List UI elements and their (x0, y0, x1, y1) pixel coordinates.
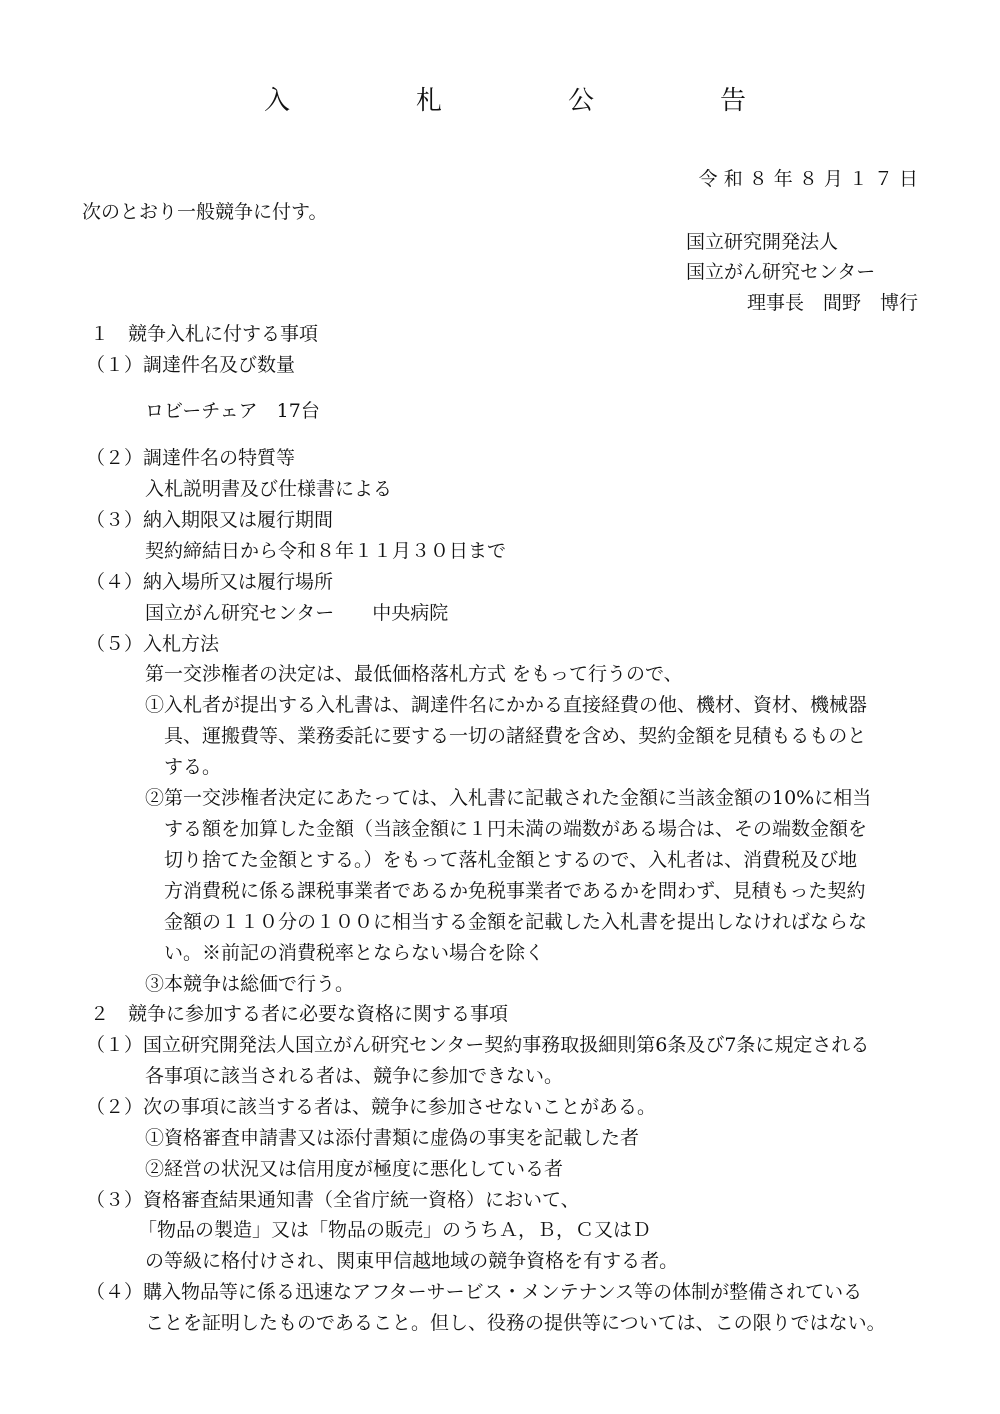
section1-item2-heading: （２）調達件名の特質等 (86, 447, 296, 469)
section1-item2-body: 入札説明書及び仕様書による (145, 478, 393, 500)
section1-heading: １ 競争入札に付する事項 (90, 323, 319, 345)
section1-item5-heading: （５）入札方法 (86, 633, 220, 655)
section2-item2-a: ①資格審査申請書又は添付書類に虚偽の事実を記載した者 (145, 1127, 640, 1149)
item5-point2-line: する額を加算した金額（当該金額に１円未満の端数がある場合は、その端数金額を (164, 818, 868, 840)
item5-point1-line: ①入札者が提出する入札書は、調達件名にかかる直接経費の他、機材、資材、機械器 (145, 694, 868, 716)
section1-item5-intro: 第一交渉権者の決定は、最低価格落札方式 をもって行うので、 (145, 663, 683, 685)
section2-heading: ２ 競争に参加する者に必要な資格に関する事項 (90, 1003, 509, 1025)
item5-point3: ③本競争は総価で行う。 (145, 973, 355, 995)
signatory: 理事長 間野 博行 (746, 292, 918, 314)
section1-item1-body: ロビーチェア 17台 (145, 400, 320, 422)
item5-point1-line: する。 (164, 756, 222, 778)
section2-item3-line: （３）資格審査結果通知書（全省庁統一資格）において、 (86, 1189, 580, 1211)
item5-point2-line: い。※前記の消費税率とならない場合を除く (164, 942, 545, 964)
item5-point1-line: 具、運搬費等、業務委託に要する一切の諸経費を含め、契約金額を見積もるものと (164, 725, 867, 747)
item5-point2-line: 切り捨てた金額とする。）をもって落札金額とするので、入札者は、消費税及び地 (164, 849, 858, 871)
section1-item1-heading: （１）調達件名及び数量 (86, 354, 296, 376)
page-title: 入 札 公 告 (263, 86, 796, 116)
org-line-1: 国立研究開発法人 (686, 231, 839, 253)
section2-item4-line: （４）購入物品等に係る迅速なアフターサービス・メンテナンス等の体制が整備されている (86, 1281, 863, 1303)
section1-item4-heading: （４）納入場所又は履行場所 (86, 571, 334, 593)
item5-point2-line: ②第一交渉権者決定にあたっては、入札書に記載された金額に当該金額の10%に相当 (145, 787, 872, 809)
section1-item3-heading: （３）納入期限又は履行期間 (86, 509, 334, 531)
item5-point2-line: 金額の１１０分の１００に相当する金額を記載した入札書を提出しなければならな (164, 911, 868, 933)
section2-item3-line: の等級に格付けされ、関東甲信越地域の競争資格を有する者。 (145, 1250, 679, 1272)
section2-item2-b: ②経営の状況又は信用度が極度に悪化している者 (145, 1158, 564, 1180)
intro-text: 次のとおり一般競争に付す。 (82, 201, 328, 223)
section2-item3-line: 「物品の製造」又は「物品の販売」のうちＡ，Ｂ，Ｃ又はＤ (138, 1219, 652, 1241)
org-line-2: 国立がん研究センター (686, 261, 876, 283)
section2-item1-line: 各事項に該当される者は、競争に参加できない。 (145, 1065, 564, 1087)
notice-date: 令 和 ８ 年 ８ 月 １ ７ 日 (698, 168, 918, 190)
item5-point2-line: 方消費税に係る課税事業者であるか免税事業者であるかを問わず、見積もった契約 (164, 880, 866, 902)
section2-item4-line: ことを証明したものであること。但し、役務の提供等については、この限りではない。 (145, 1312, 886, 1334)
section2-item1-line: （１）国立研究開発法人国立がん研究センター契約事務取扱細則第6条及び7条に規定される (86, 1034, 870, 1056)
section2-item2-heading: （２）次の事項に該当する者は、競争に参加させないことがある。 (86, 1096, 657, 1118)
section1-item4-body: 国立がん研究センター 中央病院 (145, 602, 449, 624)
section1-item3-body: 契約締結日から令和８年１１月３０日まで (145, 540, 507, 562)
